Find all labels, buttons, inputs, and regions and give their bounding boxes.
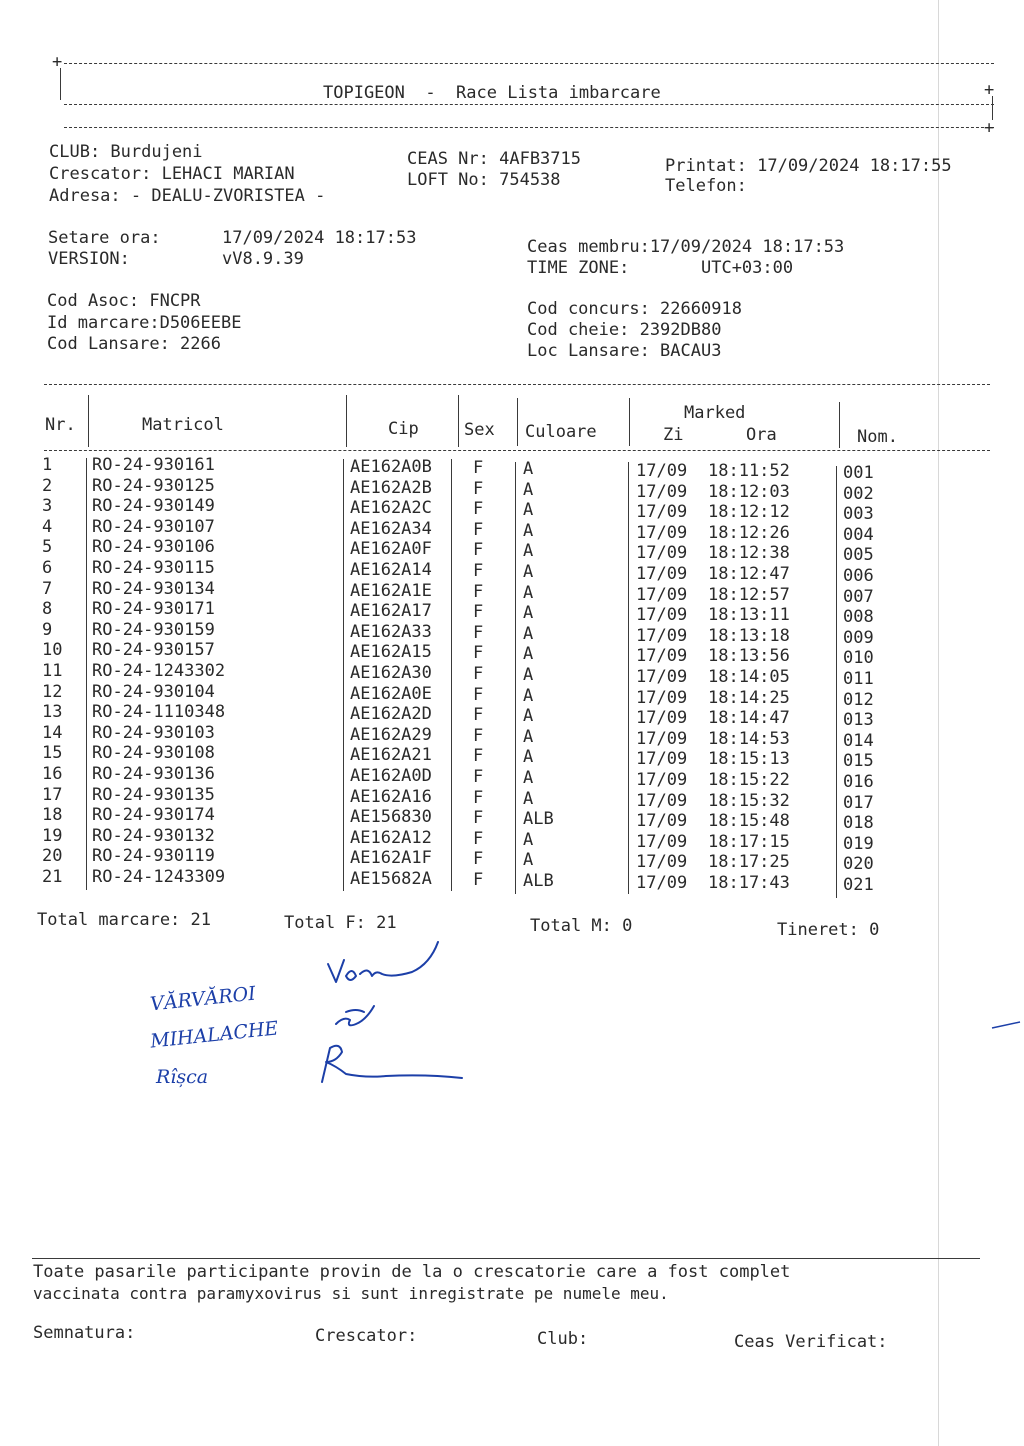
cell-nr: 16 (42, 764, 63, 784)
handwritten-name-1: VĂRVĂROI (149, 982, 257, 1016)
cell-nr: 12 (42, 681, 63, 702)
cell-nom: 016 (843, 772, 874, 792)
cell-sex: F (473, 540, 484, 561)
cell-zi: 17/09 (636, 605, 688, 626)
cell-sex: F (473, 849, 484, 870)
cell-cip: AE162A34 (350, 518, 432, 539)
cell-sex: F (473, 519, 484, 540)
cell-culoare: A (523, 829, 534, 850)
cell-sex: F (473, 478, 484, 499)
cell-nom: 003 (843, 504, 874, 525)
cell-cip: AE162A2D (350, 704, 432, 725)
vaccination-statement-line1: Toate pasarile participante provin de la o crescatorie care a fost complet (33, 1262, 791, 1282)
time-zone: TIME ZONE: UTC+03:00 (527, 258, 794, 278)
cell-nr: 11 (42, 661, 63, 681)
total-marked: Total marcare: 21 (37, 910, 211, 930)
cell-cip: AE162A2C (350, 498, 432, 519)
clock-set-time: Setare ora: 17/09/2024 18:17:53 (48, 228, 417, 248)
cell-culoare: A (523, 850, 534, 871)
header-culoare: Culoare (525, 422, 597, 442)
cell-nr: 6 (42, 558, 53, 578)
header-nr: Nr. (45, 415, 76, 435)
total-female: Total F: 21 (284, 913, 397, 933)
cell-zi: 17/09 (636, 831, 688, 852)
cell-zi: 17/09 (636, 708, 688, 729)
cell-sex: F (473, 602, 484, 623)
cell-matricol: RO-24-930125 (92, 475, 215, 496)
cell-matricol: RO-24-1243302 (92, 661, 226, 681)
release-code: Cod Lansare: 2266 (47, 334, 221, 354)
cell-zi: 17/09 (636, 811, 688, 832)
cell-zi: 17/09 (636, 543, 688, 564)
cell-matricol: RO-24-1110348 (92, 702, 226, 723)
marking-id: Id marcare:D506EEBE (47, 313, 242, 333)
software-version: VERSION: vV8.9.39 (48, 249, 304, 269)
cell-matricol: RO-24-930107 (92, 516, 215, 537)
cell-cip: AE162A0D (350, 766, 432, 786)
cell-cip: AE162A16 (350, 786, 432, 807)
cell-sex: F (473, 787, 484, 808)
cell-matricol: RO-24-1243309 (92, 867, 226, 887)
cell-cip: AE162A14 (350, 560, 432, 580)
cell-ora: 18:14:25 (708, 687, 790, 708)
cell-matricol: RO-24-930104 (92, 681, 215, 702)
header-cip: Cip (388, 419, 419, 439)
cell-sex: F (473, 622, 484, 643)
cell-ora: 18:12:26 (708, 522, 790, 543)
breeder-name: Crescator: LEHACI MARIAN (49, 164, 295, 184)
club-name: CLUB: Burdujeni (49, 142, 203, 162)
cell-cip: AE162A0B (350, 457, 432, 477)
cell-ora: 18:13:11 (708, 605, 790, 626)
cell-nr: 10 (42, 640, 63, 661)
cell-zi: 17/09 (636, 481, 688, 502)
cell-cip: AE162A12 (350, 827, 432, 848)
cell-nom: 006 (843, 566, 874, 586)
cell-cip: AE162A15 (350, 642, 432, 663)
printed-date: Printat: 17/09/2024 18:17:55 (665, 156, 952, 176)
release-location: Loc Lansare: BACAU3 (527, 341, 722, 361)
clock-number: CEAS Nr: 4AFB3715 (407, 149, 581, 169)
cell-nr: 7 (42, 578, 53, 599)
cell-nom: 004 (843, 524, 874, 545)
cell-ora: 18:14:05 (708, 667, 790, 687)
cell-nr: 14 (42, 722, 63, 743)
breeder-address: Adresa: - DEALU-ZVORISTEA - (49, 186, 326, 206)
cell-cip: AE162A21 (350, 745, 432, 766)
cell-nom: 011 (843, 669, 874, 689)
cell-matricol: RO-24-930171 (92, 599, 215, 620)
cell-cip: AE162A2B (350, 477, 432, 498)
cell-nr: 17 (42, 784, 63, 805)
club-signature-label: Club: (537, 1329, 589, 1349)
cell-ora: 18:12:38 (708, 543, 790, 564)
cell-sex: F (473, 767, 484, 787)
cell-nr: 2 (42, 475, 53, 496)
corner-plus: + (52, 52, 63, 72)
association-code: Cod Asoc: FNCPR (47, 291, 201, 311)
cell-sex: F (473, 561, 484, 581)
cell-culoare: A (523, 706, 534, 727)
cell-sex: F (473, 828, 484, 849)
handwritten-signatures (150, 940, 480, 1114)
cell-sex: F (473, 581, 484, 602)
cell-nr: 18 (42, 805, 63, 826)
cell-nr: 19 (42, 825, 63, 846)
header-ora: Ora (746, 425, 777, 445)
cell-ora: 18:17:43 (708, 873, 790, 893)
handwritten-name-2: MIHALACHE (149, 1017, 280, 1053)
cell-cip: AE162A0F (350, 539, 432, 560)
cell-matricol: RO-24-930161 (92, 455, 215, 475)
cell-nr: 3 (42, 496, 53, 517)
cell-nom: 012 (843, 689, 874, 710)
cell-zi: 17/09 (636, 687, 688, 708)
cell-nr: 13 (42, 702, 63, 723)
cell-zi: 17/09 (636, 749, 688, 770)
cell-cip: AE15682A (350, 869, 432, 889)
cell-matricol: RO-24-930134 (92, 578, 215, 599)
cell-culoare: ALB (523, 871, 554, 891)
cell-nom: 002 (843, 483, 874, 504)
cell-zi: 17/09 (636, 873, 688, 893)
header-zi: Zi (663, 425, 684, 445)
cell-nom: 001 (843, 463, 874, 483)
cell-culoare: A (523, 479, 534, 500)
page-edge-line (938, 0, 939, 1446)
cell-nom: 017 (843, 792, 874, 813)
cell-culoare: A (523, 623, 534, 644)
header-sex: Sex (464, 420, 495, 440)
cell-matricol: RO-24-930136 (92, 764, 215, 784)
cell-cip: AE162A30 (350, 663, 432, 683)
cell-ora: 18:12:03 (708, 481, 790, 502)
key-code: Cod cheie: 2392DB80 (527, 320, 722, 340)
cell-nom: 018 (843, 813, 874, 834)
cell-nr: 15 (42, 743, 63, 764)
cell-matricol: RO-24-930135 (92, 784, 215, 805)
cell-sex: F (473, 808, 484, 829)
cell-ora: 18:14:53 (708, 728, 790, 749)
cell-ora: 18:15:13 (708, 749, 790, 770)
cell-sex: F (473, 684, 484, 705)
cell-nom: 010 (843, 648, 874, 669)
cell-zi: 17/09 (636, 625, 688, 646)
cell-matricol: RO-24-930132 (92, 825, 215, 846)
cell-zi: 17/09 (636, 667, 688, 687)
cell-cip: AE162A1E (350, 580, 432, 601)
cell-sex: F (473, 705, 484, 726)
cell-zi: 17/09 (636, 790, 688, 811)
cell-culoare: A (523, 562, 534, 582)
cell-nom: 020 (843, 854, 874, 875)
cell-cip: AE156830 (350, 807, 432, 828)
cell-sex: F (473, 643, 484, 664)
cell-zi: 17/09 (636, 770, 688, 790)
cell-sex: F (473, 725, 484, 746)
contest-code: Cod concurs: 22660918 (527, 299, 742, 319)
phone: Telefon: (665, 176, 747, 196)
cell-nr: 21 (42, 867, 63, 887)
breeder-signature-label: Crescator: (315, 1326, 418, 1346)
signature-label: Semnatura: (33, 1323, 136, 1343)
cell-matricol: RO-24-930103 (92, 722, 215, 743)
cell-nom: 021 (843, 875, 874, 895)
cell-zi: 17/09 (636, 564, 688, 584)
header-matricol: Matricol (142, 415, 224, 435)
cell-nom: 014 (843, 730, 874, 751)
clock-verified-label: Ceas Verificat: (734, 1332, 888, 1352)
vaccination-statement-line2: vaccinata contra paramyxovirus si sunt inregistrate pe numele meu. (33, 1284, 669, 1303)
cell-nr: 8 (42, 599, 53, 620)
cell-culoare: A (523, 726, 534, 747)
cell-cip: AE162A1F (350, 848, 432, 869)
cell-cip: AE162A0E (350, 683, 432, 704)
cell-culoare: A (523, 644, 534, 665)
cell-matricol: RO-24-930174 (92, 805, 215, 826)
cell-zi: 17/09 (636, 852, 688, 873)
cell-ora: 18:11:52 (708, 461, 790, 481)
cell-matricol: RO-24-930106 (92, 537, 215, 558)
cell-culoare: A (523, 582, 534, 603)
cell-culoare: A (523, 768, 534, 788)
cell-culoare: A (523, 685, 534, 706)
cell-sex: F (473, 458, 484, 478)
cell-ora: 18:17:25 (708, 852, 790, 873)
cell-culoare: A (523, 520, 534, 541)
cell-culoare: A (523, 665, 534, 685)
cell-nr: 1 (42, 455, 53, 475)
cell-matricol: RO-24-930108 (92, 743, 215, 764)
cell-culoare: A (523, 788, 534, 809)
cell-ora: 18:15:32 (708, 790, 790, 811)
cell-nom: 013 (843, 710, 874, 731)
header-marked: Marked (684, 403, 746, 423)
cell-zi: 17/09 (636, 646, 688, 667)
cell-cip: AE162A17 (350, 601, 432, 622)
cell-zi: 17/09 (636, 728, 688, 749)
cell-culoare: A (523, 459, 534, 479)
cell-cip: AE162A29 (350, 724, 432, 745)
cell-zi: 17/09 (636, 584, 688, 605)
cell-nom: 015 (843, 751, 874, 772)
cell-culoare: A (523, 747, 534, 768)
cell-sex: F (473, 870, 484, 890)
cell-nom: 007 (843, 586, 874, 607)
cell-ora: 18:15:48 (708, 811, 790, 832)
cell-sex: F (473, 499, 484, 520)
cell-culoare: A (523, 500, 534, 521)
cell-culoare: ALB (523, 809, 554, 830)
cell-nom: 005 (843, 545, 874, 566)
cell-ora: 18:12:57 (708, 584, 790, 605)
cell-zi: 17/09 (636, 461, 688, 481)
report-title: TOPIGEON - Race Lista imbarcare (323, 83, 661, 103)
handwritten-name-3: Rîșca (156, 1066, 209, 1088)
cell-nr: 4 (42, 516, 53, 537)
cell-culoare: A (523, 541, 534, 562)
cell-nr: 9 (42, 619, 53, 640)
cell-matricol: RO-24-930149 (92, 496, 215, 517)
cell-ora: 18:13:18 (708, 625, 790, 646)
cell-ora: 18:17:15 (708, 831, 790, 852)
total-young: Tineret: 0 (777, 920, 880, 940)
cell-ora: 18:12:12 (708, 502, 790, 523)
cell-matricol: RO-24-930157 (92, 640, 215, 661)
cell-nr: 5 (42, 537, 53, 558)
cell-ora: 18:14:47 (708, 708, 790, 729)
cell-matricol: RO-24-930115 (92, 558, 215, 578)
corner-plus: + (984, 80, 995, 100)
cell-ora: 18:15:22 (708, 770, 790, 790)
cell-ora: 18:12:47 (708, 564, 790, 584)
cell-sex: F (473, 664, 484, 684)
cell-nr: 20 (42, 846, 63, 867)
cell-ora: 18:13:56 (708, 646, 790, 667)
total-male: Total M: 0 (530, 916, 633, 936)
cell-zi: 17/09 (636, 502, 688, 523)
cell-matricol: RO-24-930159 (92, 619, 215, 640)
corner-plus: + (984, 118, 995, 138)
cell-nom: 019 (843, 833, 874, 854)
cell-sex: F (473, 746, 484, 767)
cell-nom: 008 (843, 607, 874, 628)
member-clock-time: Ceas membru:17/09/2024 18:17:53 (527, 237, 845, 257)
cell-nom: 009 (843, 627, 874, 648)
cell-zi: 17/09 (636, 522, 688, 543)
cell-cip: AE162A33 (350, 621, 432, 642)
cell-culoare: A (523, 603, 534, 624)
loft-number: LOFT No: 754538 (407, 170, 561, 190)
cell-matricol: RO-24-930119 (92, 846, 215, 867)
header-nom: Nom. (857, 427, 898, 447)
pen-mark (990, 1018, 1024, 1034)
